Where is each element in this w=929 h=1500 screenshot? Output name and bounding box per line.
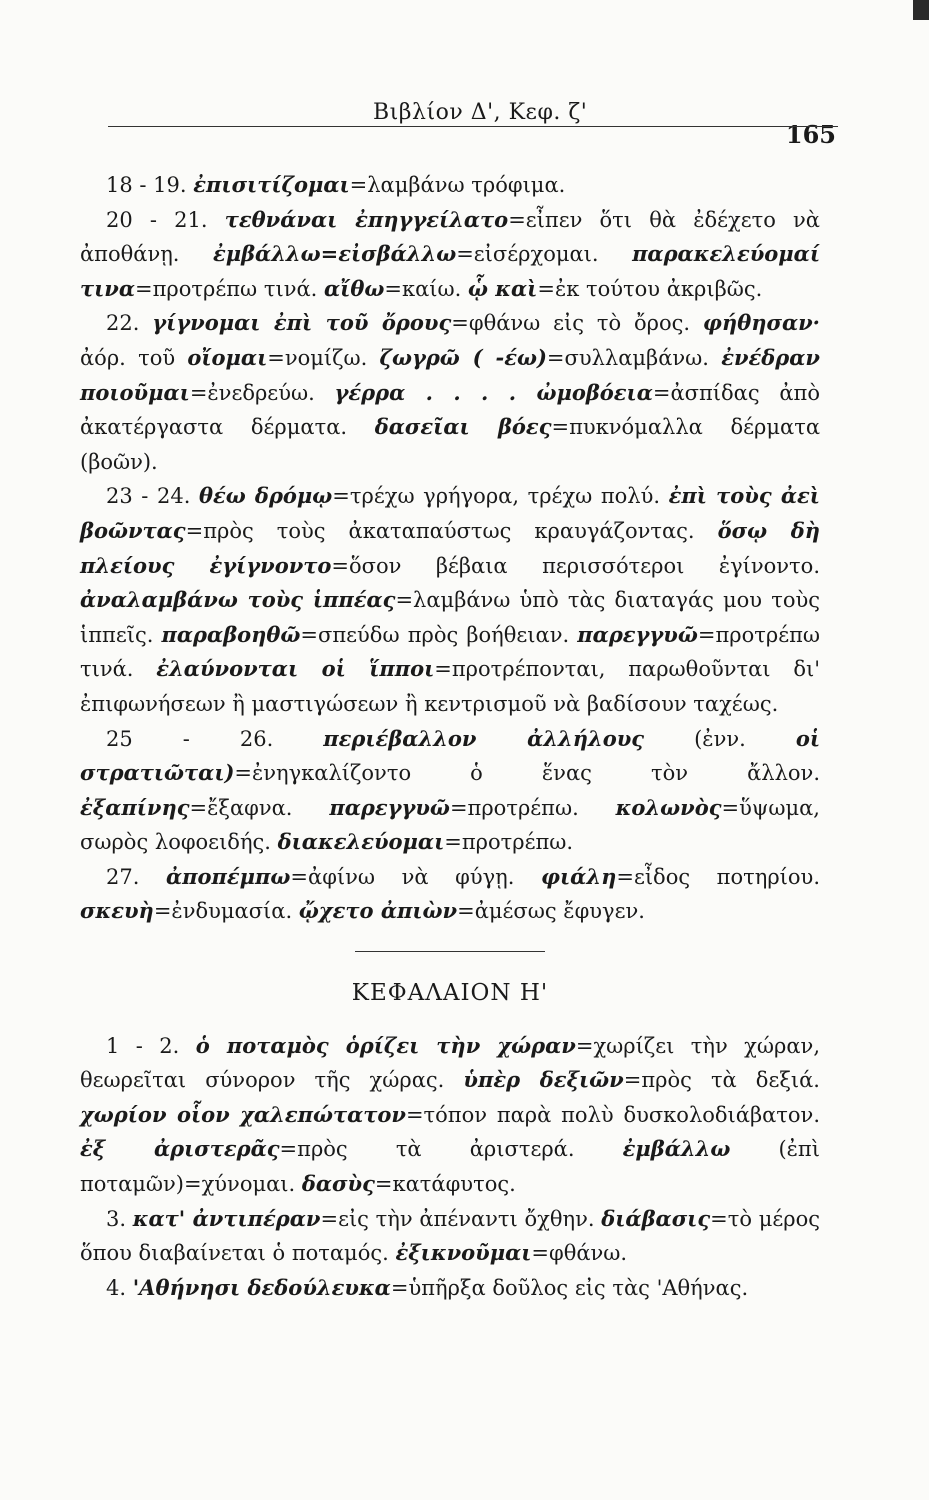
entry-reference: 4. [106,1275,127,1300]
entry-reference: 1 - 2. [106,1033,180,1058]
entry-reference: 23 - 24. [106,484,191,509]
definition-text: =εἰσέρχομαι. [456,242,633,267]
greek-term: φιάλη [541,863,617,889]
glossary-entry [80,1271,820,1306]
definition-text: =κατάφυτος. [374,1172,516,1197]
greek-term: ὅσῳ δὴ πλείους ἐγίγνοντο [80,517,821,578]
greek-term: διακελεύομαι [277,829,445,855]
definition-text: =προτρέπω. [449,795,616,820]
greek-term: 'Αθήνησι δεδούλευκα [132,1274,391,1300]
definition-text: =φθάνω. [531,1241,628,1266]
greek-term: κατ' ἀντιπέραν [132,1205,321,1231]
greek-term: ᾤχετο ἀπιὼν [298,898,458,924]
running-head: Βιβλίον Δ', Κεφ. ζ' [373,100,588,125]
page-number: 165 [785,120,836,149]
glossary-entry [80,722,820,860]
glossary-entry [80,860,820,929]
definition-text: =νομίζω. [267,345,380,370]
glossary-section-chapter-8 [80,1029,820,1306]
page-edge-mark [913,0,929,20]
greek-term: ἀναλαμβάνω τοὺς ἱππέας [80,587,396,613]
definition-text: =τὸ μέρος ὅπου διαβαίνεται ὁ ποταμός. [80,1206,820,1266]
greek-term: περιέβαλλον ἀλλήλους [323,725,645,751]
definition-text: =ἀμέσως ἔφυγεν. [457,899,645,924]
glossary-entry [80,203,820,307]
definition-text: =καίω. [384,276,468,301]
definition-text: =ἔξαφνα. [189,795,330,820]
definition-text: =ἀφίνω νὰ φύγῃ. [290,864,542,889]
greek-term: δασὺς [301,1171,375,1197]
definition-text: =εἶπεν ὅτι θὰ ἐδέχετο νὰ ἀποθάνῃ. [80,207,820,267]
entry-reference: 25 - 26. [106,726,274,751]
definition-text: =τρέχω γρήγορα, τρέχω πολύ. [332,484,669,509]
definition-text: =ὅσον βέβαια περισσότεροι ἐγίνοντο. [331,553,820,578]
entry-reference: 27. [106,864,140,889]
greek-term: σκευὴ [80,898,154,924]
greek-term: θέω δρόμῳ [198,483,333,509]
greek-term: ζωγρῶ ( -έω) [379,344,547,370]
section-separator [355,951,545,952]
greek-term: ἐνέδραν ποιοῦμαι [80,344,820,405]
definition-text: =τόπον παρὰ πολὺ δυσκολοδιάβατον. [405,1102,820,1127]
greek-term: ᾧ καὶ [467,275,538,301]
greek-term: δασεῖαι βόες [374,414,552,440]
definition-text: =ἀσπίδας ἀπὸ ἀκατέργαστα δέρματα. [80,380,820,440]
definition-text: =πυκνόμαλλα δέρματα (βοῶν). [80,415,820,474]
greek-term: ἐξαπίνης [80,794,190,820]
glossary-section-chapter-7 [80,168,820,929]
page-header [108,90,838,156]
greek-term: γίγνομαι ἐπὶ τοῦ ὄρους [152,310,452,336]
header-rule [108,126,838,127]
glossary-entry [80,306,820,479]
definition-text: =πρὸς τὰ δεξιά. [623,1068,820,1093]
glossary-entry [80,1029,820,1202]
definition-text: =προτρέπονται, παρωθοῦνται δι' ἐπιφωνήσεων ἢ μαστιγώσεων ἢ κεντρισμοῦ νὰ βαδίσουν ταχέως. [80,657,820,716]
chapter-title: ΚΕΦΑΛΑΙΟΝ Η' [351,980,549,1007]
entry-reference: 20 - 21. [106,207,208,232]
definition-text: (ἐπὶ ποταμῶν)=χύνομαι. [80,1137,820,1197]
greek-term: τεθνάναι ἐπηγγείλατο [224,206,509,232]
definition-text: =πρὸς τοὺς ἀκαταπαύστως κραυγάζοντας. [185,518,718,543]
greek-term: ἐμβάλλω [622,1136,731,1162]
greek-term: ἐπισιτίζομαι [193,172,350,197]
greek-term: αἴθω [324,275,385,301]
glossary-entry [80,479,820,721]
greek-term: ὑπὲρ δεξιῶν [463,1067,624,1093]
definition-text: =πρὸς τὰ ἀριστερά. [279,1137,623,1162]
definition-text: =ἐνηγκαλίζοντο ὁ ἕνας τὸν ἄλλον. [234,761,820,786]
page-body [80,168,820,1305]
greek-term: ἐξ ἀριστερᾶς [80,1136,280,1162]
definition-text: =προτρέπω τινά. [135,276,325,301]
definition-text: =λαμβάνω ὑπὸ τὰς διαταγάς μου τοὺς ἱππεῖς. [80,588,820,647]
glossary-entry [80,1202,820,1271]
greek-term: χωρίον οἷον χαλεπώτατον [80,1101,406,1127]
greek-term: παρεγγυῶ [577,621,698,647]
greek-term: παρακελεύομαί τινα [80,241,820,301]
greek-term: γέρρα . . . . ὠμοβόεια [334,379,653,405]
definition-text: =χωρίζει τὴν χώραν, θεωρεῖται σύνορον τῆς χώρας. [80,1033,820,1093]
entry-reference: 3. [106,1206,127,1231]
greek-term: ὁ ποταμὸς ὁρίζει τὴν χώραν [195,1032,576,1058]
greek-term: ἐξικνοῦμαι [395,1240,532,1266]
greek-term: ἐλαύνονται οἱ ἵπποι [156,656,435,682]
definition-text: =ὕψωμα, σωρὸς λοφοειδής. [80,795,820,855]
definition-text: =προτρέπω. [444,830,574,855]
definition-text: (ἐνν. [644,726,796,751]
definition-text: =σπεύδω πρὸς βοήθειαν. [300,622,578,647]
greek-term: παρεγγυῶ [329,794,450,820]
definition-text: =ἐνεδρεύω. [189,380,335,405]
glossary-entry [80,168,820,203]
definition-text: =λαμβάνω τρόφιμα. [349,173,566,197]
greek-term: φήθησαν· [702,310,820,336]
definition-text: =εἶδος ποτηρίου. [616,864,820,889]
definition-text: =εἰς τὴν ἀπέναντι ὄχθην. [320,1206,602,1231]
definition-text: =ἐκ τούτου ἀκριβῶς. [537,276,763,301]
greek-term: ἐπὶ τοὺς ἀεὶ βοῶντας [80,483,820,543]
greek-term: ἐμβάλλω=εἰσβάλλω [212,241,457,267]
definition-text: =συλλαμβάνω. [546,345,722,370]
greek-term: παραβοηθῶ [161,621,301,647]
definition-text: =φθάνω εἰς τὸ ὄρος. [451,311,703,336]
entry-reference: 22. [106,311,140,336]
greek-term: οἴομαι [187,344,268,370]
greek-term: ἀποπέμπω [166,863,291,889]
definition-text: =ὑπῆρξα δοῦλος εἰς τὰς 'Αθήνας. [390,1275,749,1300]
greek-term: οἱ στρατιῶται) [80,725,820,786]
definition-text: =ἐνδυμασία. [153,899,299,924]
entry-reference: 18 - 19. [106,173,187,197]
greek-term: διάβασις [601,1205,711,1231]
definition-text: ἀόρ. τοῦ [80,345,188,370]
greek-term: κολωνὸς [615,794,722,820]
definition-text: =προτρέπω τινά. [80,622,821,682]
